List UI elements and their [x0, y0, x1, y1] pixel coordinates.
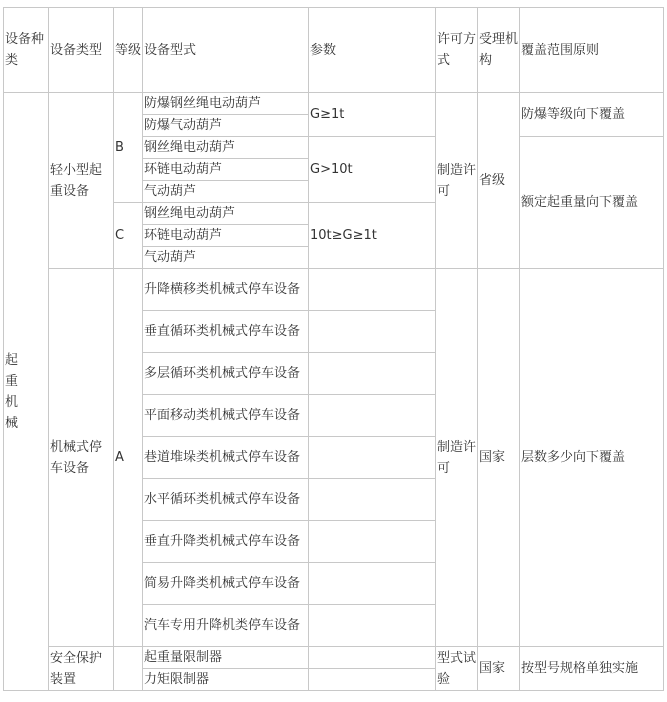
header-row	[4, 8, 664, 93]
coverage-cell-explosion: 防爆等级向下覆盖	[520, 93, 664, 137]
model-cell: 环链电动葫芦	[143, 225, 309, 247]
model-cell: 多层循环类机械式停车设备	[143, 353, 309, 395]
table-row	[4, 269, 664, 311]
model-cell: 简易升降类机械式停车设备	[143, 563, 309, 605]
authority-cell-light: 省级	[478, 93, 520, 269]
param-cell-empty	[309, 353, 436, 395]
model-cell: 水平循环类机械式停车设备	[143, 479, 309, 521]
model-cell: 汽车专用升降机类停车设备	[143, 605, 309, 647]
equipment-license-table	[3, 7, 664, 691]
model-cell: 垂直循环类机械式停车设备	[143, 311, 309, 353]
model-cell: 力矩限制器	[143, 669, 309, 691]
param-cell-empty	[309, 437, 436, 479]
param-cell-empty	[309, 395, 436, 437]
param-cell-empty	[309, 521, 436, 563]
param-cell-empty	[309, 311, 436, 353]
header-grade: 等级	[114, 8, 143, 93]
model-cell: 升降横移类机械式停车设备	[143, 269, 309, 311]
model-cell: 防爆钢丝绳电动葫芦	[143, 93, 309, 115]
grade-cell-c: C	[114, 203, 143, 269]
type-cell-parking: 机械式停车设备	[49, 269, 114, 647]
model-cell: 防爆气动葫芦	[143, 115, 309, 137]
param-cell-empty	[309, 269, 436, 311]
model-cell: 气动葫芦	[143, 181, 309, 203]
license-method-cell-safety: 型式试验	[436, 647, 478, 691]
coverage-cell-parking: 层数多少向下覆盖	[520, 269, 664, 647]
type-cell-light: 轻小型起重设备	[49, 93, 114, 269]
table-row	[4, 93, 664, 115]
model-cell: 起重量限制器	[143, 647, 309, 669]
model-cell: 钢丝绳电动葫芦	[143, 203, 309, 225]
model-cell: 环链电动葫芦	[143, 159, 309, 181]
param-cell-empty	[309, 647, 436, 669]
type-cell-safety: 安全保护装置	[49, 647, 114, 691]
param-cell: G≥1t	[309, 93, 436, 137]
header-type: 设备类型	[49, 8, 114, 93]
model-cell: 平面移动类机械式停车设备	[143, 395, 309, 437]
param-cell: 10t≥G≥1t	[309, 203, 436, 269]
param-cell: G>10t	[309, 137, 436, 203]
header-coverage: 覆盖范围原则	[520, 8, 664, 93]
grade-cell-b: B	[114, 93, 143, 203]
license-method-cell-parking: 制造许可	[436, 269, 478, 647]
category-cell: 起重机械	[4, 93, 49, 691]
model-cell: 气动葫芦	[143, 247, 309, 269]
authority-cell-safety: 国家	[478, 647, 520, 691]
authority-cell-parking: 国家	[478, 269, 520, 647]
header-category: 设备种类	[4, 8, 49, 93]
model-cell: 巷道堆垛类机械式停车设备	[143, 437, 309, 479]
model-cell: 钢丝绳电动葫芦	[143, 137, 309, 159]
grade-cell-a: A	[114, 269, 143, 647]
table-row	[4, 647, 664, 669]
param-cell-empty	[309, 605, 436, 647]
license-method-cell-light: 制造许可	[436, 93, 478, 269]
param-cell-empty	[309, 669, 436, 691]
model-cell: 垂直升降类机械式停车设备	[143, 521, 309, 563]
param-cell-empty	[309, 563, 436, 605]
coverage-cell-safety: 按型号规格单独实施	[520, 647, 664, 691]
coverage-cell-capacity: 额定起重量向下覆盖	[520, 137, 664, 269]
header-authority: 受理机构	[478, 8, 520, 93]
grade-cell-empty	[114, 647, 143, 691]
param-cell-empty	[309, 479, 436, 521]
header-model: 设备型式	[143, 8, 309, 93]
header-license-method: 许可方式	[436, 8, 478, 93]
header-params: 参数	[309, 8, 436, 93]
